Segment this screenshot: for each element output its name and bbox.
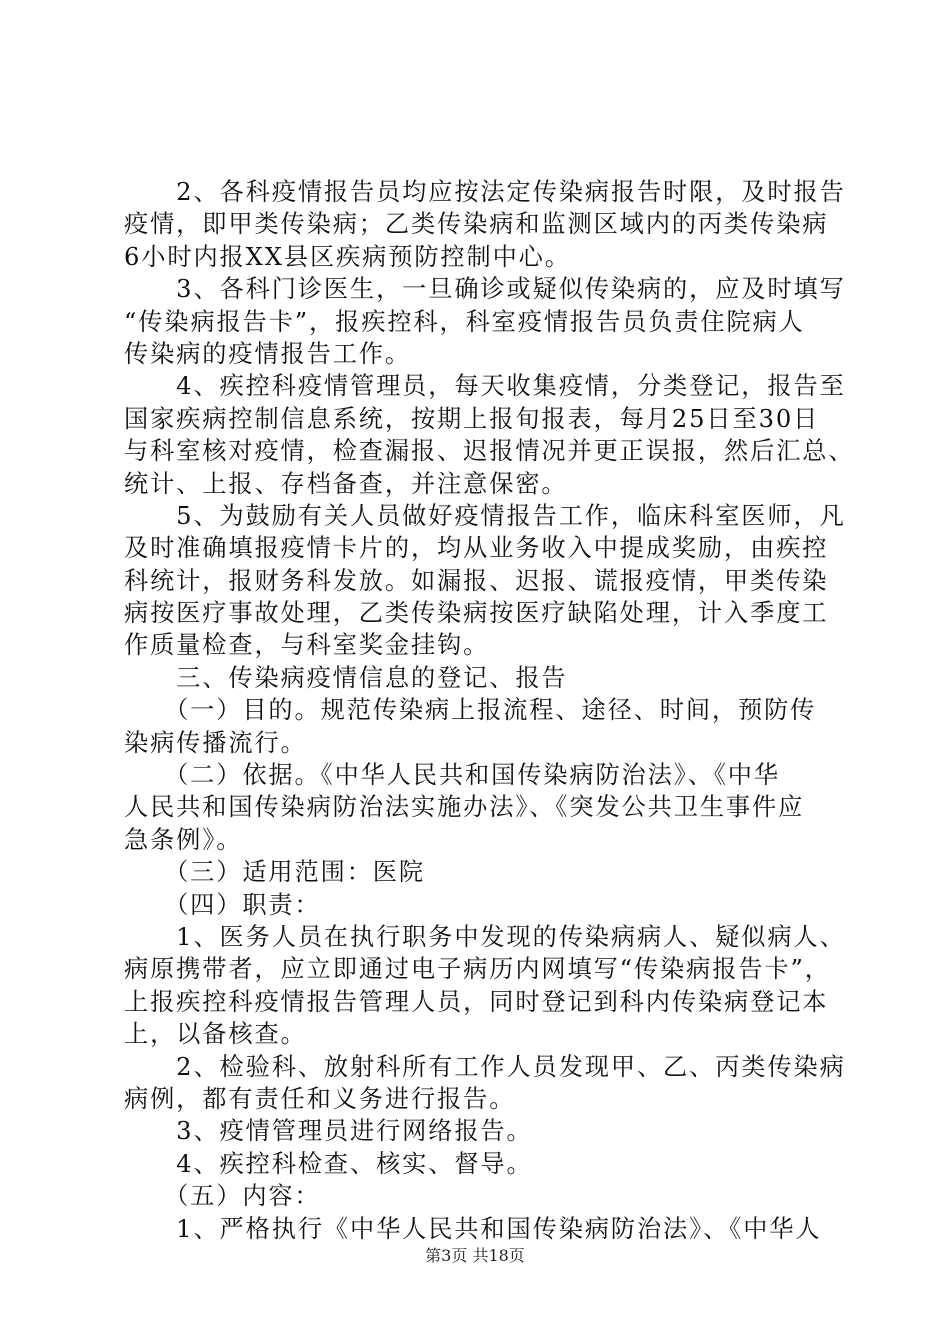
text-line: 疫情，即甲类传染病；乙类传染病和监测区域内的丙类传染病 xyxy=(124,210,829,239)
text-line: （五）内容： xyxy=(124,1182,321,1211)
text-line: 4、疾控科检查、核实、督导。 xyxy=(124,1149,533,1178)
text-line: 与科室核对疫情，检查漏报、迟报情况并更正误报，然后汇总、 xyxy=(124,437,855,466)
text-line: 病原携带者，应立即通过电子病历内网填写“传染病报告卡”， xyxy=(124,955,831,984)
text-line: 3、各科门诊医生，一旦确诊或疑似传染病的，应及时填写 xyxy=(124,275,846,304)
text-line: 染病传播流行。 xyxy=(124,728,307,757)
text-line: 科统计，报财务科发放。如漏报、迟报、谎报疫情，甲类传染 xyxy=(124,566,829,595)
text-line: （一）目的。规范传染病上报流程、途径、时间，预防传 xyxy=(124,696,817,725)
text-line: 5、为鼓励有关人员做好疫情报告工作，临床科室医师，凡 xyxy=(124,501,846,530)
text-line: （二）依据。《中华人民共和国传染病防治法》、《中华 xyxy=(124,761,780,790)
page-number-footer: 第3页 共18页 xyxy=(425,1246,525,1265)
text-line: （三）适用范围：医院 xyxy=(124,858,425,887)
text-line: 2、各科疫情报告员均应按法定传染病报告时限，及时报告 xyxy=(124,178,846,206)
text-line: 1、严格执行《中华人民共和国传染病防治法》、《中华人 xyxy=(124,1214,822,1243)
text-line: 上报疾控科疫情报告管理人员，同时登记到科内传染病登记本 xyxy=(124,987,829,1016)
text-line: 病按医疗事故处理，乙类传染病按医疗缺陷处理，计入季度工 xyxy=(124,599,829,628)
text-line: 病例，都有责任和义务进行报告。 xyxy=(124,1084,516,1113)
text-line: “传染病报告卡”，报疾控科，科室疫情报告员负责住院病人 xyxy=(124,307,805,336)
section-heading: 三、传染病疫情信息的登记、报告 xyxy=(124,663,568,692)
text-line: 2、检验科、放射科所有工作人员发现甲、乙、丙类传染病 xyxy=(124,1052,846,1081)
document-body xyxy=(124,176,855,1245)
text-line: 国家疾病控制信息系统，按期上报旬报表，每月25日至30日 xyxy=(124,404,820,433)
text-line: 作质量检查，与科室奖金挂钩。 xyxy=(124,631,490,660)
text-line: 急条例》。 xyxy=(124,825,243,854)
text-line: 1、医务人员在执行职务中发现的传染病病人、疑似病人、 xyxy=(124,922,846,951)
text-line: 4、疾控科疫情管理员，每天收集疫情，分类登记，报告至 xyxy=(124,372,846,401)
text-line: 上，以备核查。 xyxy=(124,1020,307,1049)
text-line: 3、疫情管理员进行网络报告。 xyxy=(124,1117,533,1146)
text-line: （四）职责： xyxy=(124,890,321,919)
text-line: 及时准确填报疫情卡片的，均从业务收入中提成奖励，由疾控 xyxy=(124,534,829,563)
text-line: 6小时内报XX县区疾病预防控制中心。 xyxy=(124,242,571,271)
text-line: 统计、上报、存档备查，并注意保密。 xyxy=(124,469,568,498)
text-line: 人民共和国传染病防治法实施办法》、《突发公共卫生事件应 xyxy=(124,793,805,822)
text-line: 传染病的疫情报告工作。 xyxy=(124,339,411,368)
